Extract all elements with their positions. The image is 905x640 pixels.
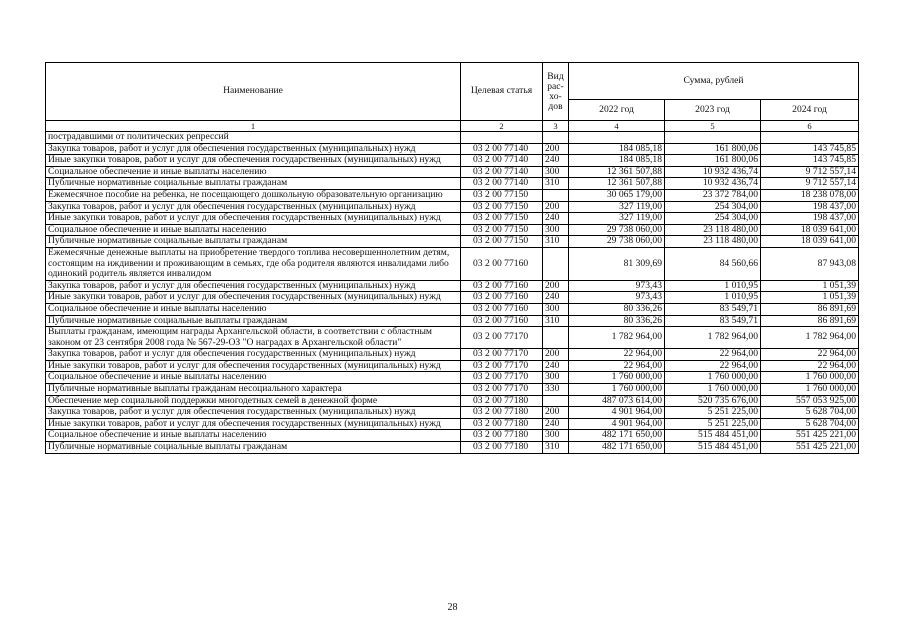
row-sum-2022-cell: 973,43 <box>569 292 665 304</box>
row-sum-2023-cell: 23 372 784,00 <box>665 189 761 201</box>
row-name-cell: Социальное обеспечение и иные выплаты населению <box>46 430 461 442</box>
row-name-cell: Иные закупки товаров, работ и услуг для обеспечения государственных (муниципальных) нужд <box>46 360 461 372</box>
row-name-cell: Ежемесячные денежные выплаты на приобретение твердого топлива несовершеннолетним детям, состоящим на иждивении и проживающим в семьях, где оба родителя являются инвалидами либо одинокий родитель является инвалидом <box>46 247 461 280</box>
row-expense-type-cell: 200 <box>543 407 569 419</box>
row-sum-2022-cell: 184 085,18 <box>569 143 665 155</box>
row-target-article-cell: 03 2 00 77150 <box>461 201 543 213</box>
table-row <box>46 236 859 248</box>
row-target-article-cell: 03 2 00 77160 <box>461 247 543 280</box>
row-sum-2022-cell: 80 336,26 <box>569 315 665 327</box>
row-sum-2024-cell: 551 425 221,00 <box>761 430 859 442</box>
header-year-2022: 2022 год <box>569 100 665 121</box>
row-sum-2023-cell: 515 484 451,00 <box>665 442 761 454</box>
row-expense-type-cell: 240 <box>543 155 569 167</box>
row-expense-type-cell: 300 <box>543 166 569 178</box>
table-row <box>46 178 859 190</box>
row-target-article-cell: 03 2 00 77180 <box>461 395 543 407</box>
row-sum-2022-cell: 482 171 650,00 <box>569 442 665 454</box>
row-sum-2022-cell: 1 760 000,00 <box>569 372 665 384</box>
row-name-cell: Закупка товаров, работ и услуг для обеспечения государственных (муниципальных) нужд <box>46 280 461 292</box>
row-sum-2022-cell <box>569 132 665 144</box>
row-sum-2022-cell: 327 119,00 <box>569 201 665 213</box>
row-sum-2024-cell: 1 760 000,00 <box>761 372 859 384</box>
row-name-cell: Ежемесячное пособие на ребенка, не посещающего дошкольную образовательную организацию <box>46 189 461 201</box>
header-year-2023: 2023 год <box>665 100 761 121</box>
table-row <box>46 407 859 419</box>
row-target-article-cell: 03 2 00 77170 <box>461 360 543 372</box>
row-name-cell: пострадавшими от политических репрессий <box>46 132 461 144</box>
table-row <box>46 155 859 167</box>
row-sum-2022-cell: 22 964,00 <box>569 349 665 361</box>
row-expense-type-cell <box>543 189 569 201</box>
row-sum-2023-cell: 1 010,95 <box>665 280 761 292</box>
row-sum-2023-cell: 23 118 480,00 <box>665 224 761 236</box>
row-expense-type-cell: 310 <box>543 315 569 327</box>
row-sum-2023-cell: 161 800,06 <box>665 155 761 167</box>
row-sum-2023-cell: 5 251 225,00 <box>665 407 761 419</box>
row-sum-2024-cell: 1 051,39 <box>761 280 859 292</box>
table-row <box>46 372 859 384</box>
row-sum-2023-cell: 1 010,95 <box>665 292 761 304</box>
row-target-article-cell: 03 2 00 77150 <box>461 236 543 248</box>
row-sum-2022-cell: 4 901 964,00 <box>569 418 665 430</box>
row-sum-2023-cell: 254 304,00 <box>665 201 761 213</box>
row-target-article-cell: 03 2 00 77150 <box>461 224 543 236</box>
row-sum-2022-cell: 12 361 507,88 <box>569 166 665 178</box>
row-expense-type-cell: 200 <box>543 280 569 292</box>
row-expense-type-cell: 310 <box>543 236 569 248</box>
row-name-cell: Закупка товаров, работ и услуг для обеспечения государственных (муниципальных) нужд <box>46 349 461 361</box>
row-expense-type-cell: 310 <box>543 178 569 190</box>
row-expense-type-cell: 240 <box>543 213 569 225</box>
table-row <box>46 247 859 280</box>
row-expense-type-cell <box>543 395 569 407</box>
row-sum-2022-cell: 30 065 179,00 <box>569 189 665 201</box>
row-sum-2022-cell: 184 085,18 <box>569 155 665 167</box>
row-sum-2024-cell: 9 712 557,14 <box>761 178 859 190</box>
row-target-article-cell: 03 2 00 77160 <box>461 280 543 292</box>
row-sum-2023-cell <box>665 132 761 144</box>
row-name-cell: Закупка товаров, работ и услуг для обеспечения государственных (муниципальных) нужд <box>46 143 461 155</box>
row-name-cell: Публичные нормативные социальные выплаты гражданам <box>46 315 461 327</box>
table-row <box>46 315 859 327</box>
table-row <box>46 395 859 407</box>
row-sum-2022-cell: 327 119,00 <box>569 213 665 225</box>
row-expense-type-cell: 300 <box>543 303 569 315</box>
table-row <box>46 418 859 430</box>
table-row <box>46 360 859 372</box>
row-expense-type-cell: 300 <box>543 430 569 442</box>
table-header <box>46 63 859 132</box>
table-row <box>46 189 859 201</box>
table-row <box>46 213 859 225</box>
row-sum-2024-cell: 5 628 704,00 <box>761 407 859 419</box>
row-sum-2023-cell: 161 800,06 <box>665 143 761 155</box>
budget-table <box>45 62 859 454</box>
row-sum-2024-cell: 198 437,00 <box>761 213 859 225</box>
table-row <box>46 442 859 454</box>
row-target-article-cell: 03 2 00 77180 <box>461 430 543 442</box>
row-sum-2024-cell: 87 943,08 <box>761 247 859 280</box>
col-number-3: 3 <box>543 121 569 132</box>
row-sum-2022-cell: 487 073 614,00 <box>569 395 665 407</box>
row-name-cell: Выплаты гражданам, имеющим награды Архангельской области, в соответствии с областным законом от 23 сентября 2008 года № 567-29-ОЗ "О наградах в Архангельской области" <box>46 327 461 349</box>
table-row <box>46 430 859 442</box>
row-sum-2024-cell: 1 760 000,00 <box>761 384 859 396</box>
row-sum-2024-cell: 557 053 925,00 <box>761 395 859 407</box>
col-number-2: 2 <box>461 121 543 132</box>
row-expense-type-cell <box>543 247 569 280</box>
row-sum-2024-cell: 18 039 641,00 <box>761 236 859 248</box>
table-row <box>46 327 859 349</box>
table-row <box>46 166 859 178</box>
row-target-article-cell: 03 2 00 77170 <box>461 372 543 384</box>
row-name-cell: Обеспечение мер социальной поддержки многодетных семей в денежной форме <box>46 395 461 407</box>
header-year-2024: 2024 год <box>761 100 859 121</box>
row-expense-type-cell: 330 <box>543 384 569 396</box>
col-number-4: 4 <box>569 121 665 132</box>
row-target-article-cell: 03 2 00 77140 <box>461 178 543 190</box>
row-sum-2023-cell: 520 735 676,00 <box>665 395 761 407</box>
table-row <box>46 201 859 213</box>
row-expense-type-cell: 200 <box>543 201 569 213</box>
row-sum-2024-cell: 18 238 078,00 <box>761 189 859 201</box>
row-sum-2024-cell: 22 964,00 <box>761 360 859 372</box>
row-target-article-cell: 03 2 00 77180 <box>461 418 543 430</box>
row-sum-2024-cell <box>761 132 859 144</box>
table-row <box>46 280 859 292</box>
row-sum-2023-cell: 10 932 436,74 <box>665 178 761 190</box>
row-name-cell: Иные закупки товаров, работ и услуг для обеспечения государственных (муниципальных) нужд <box>46 292 461 304</box>
row-sum-2023-cell: 22 964,00 <box>665 360 761 372</box>
row-sum-2023-cell: 1 782 964,00 <box>665 327 761 349</box>
row-target-article-cell: 03 2 00 77180 <box>461 442 543 454</box>
row-name-cell: Социальное обеспечение и иные выплаты населению <box>46 166 461 178</box>
row-target-article-cell: 03 2 00 77180 <box>461 407 543 419</box>
row-target-article-cell: 03 2 00 77170 <box>461 327 543 349</box>
row-sum-2022-cell: 29 738 060,00 <box>569 236 665 248</box>
row-sum-2024-cell: 1 051,39 <box>761 292 859 304</box>
row-name-cell: Публичные нормативные социальные выплаты гражданам <box>46 178 461 190</box>
row-sum-2023-cell: 5 251 225,00 <box>665 418 761 430</box>
row-target-article-cell: 03 2 00 77160 <box>461 315 543 327</box>
row-sum-2022-cell: 4 901 964,00 <box>569 407 665 419</box>
row-name-cell: Иные закупки товаров, работ и услуг для обеспечения государственных (муниципальных) нужд <box>46 155 461 167</box>
row-target-article-cell: 03 2 00 77140 <box>461 143 543 155</box>
row-sum-2023-cell: 83 549,71 <box>665 303 761 315</box>
row-sum-2024-cell: 551 425 221,00 <box>761 442 859 454</box>
row-sum-2024-cell: 5 628 704,00 <box>761 418 859 430</box>
row-expense-type-cell: 310 <box>543 442 569 454</box>
row-sum-2023-cell: 10 932 436,74 <box>665 166 761 178</box>
row-expense-type-cell <box>543 132 569 144</box>
row-sum-2023-cell: 1 760 000,00 <box>665 372 761 384</box>
row-sum-2023-cell: 83 549,71 <box>665 315 761 327</box>
table-body <box>46 132 859 454</box>
row-target-article-cell <box>461 132 543 144</box>
row-expense-type-cell: 240 <box>543 418 569 430</box>
row-name-cell: Публичные нормативные социальные выплаты гражданам <box>46 442 461 454</box>
row-name-cell: Закупка товаров, работ и услуг для обеспечения государственных (муниципальных) нужд <box>46 407 461 419</box>
header-expense-type: Вид рас-хо-дов <box>543 63 569 121</box>
header-sum: Сумма, рублей <box>569 63 859 100</box>
row-name-cell: Закупка товаров, работ и услуг для обеспечения государственных (муниципальных) нужд <box>46 201 461 213</box>
row-sum-2022-cell: 973,43 <box>569 280 665 292</box>
row-sum-2023-cell: 22 964,00 <box>665 349 761 361</box>
row-sum-2022-cell: 81 309,69 <box>569 247 665 280</box>
header-target-article: Целевая статья <box>461 63 543 121</box>
row-name-cell: Социальное обеспечение и иные выплаты населению <box>46 372 461 384</box>
page-number: 28 <box>447 602 458 613</box>
row-target-article-cell: 03 2 00 77160 <box>461 292 543 304</box>
table-row <box>46 292 859 304</box>
col-number-1: 1 <box>46 121 461 132</box>
header-name: Наименование <box>46 63 461 121</box>
table-row <box>46 143 859 155</box>
row-sum-2022-cell: 29 738 060,00 <box>569 224 665 236</box>
row-sum-2024-cell: 143 745,85 <box>761 155 859 167</box>
row-sum-2022-cell: 22 964,00 <box>569 360 665 372</box>
row-sum-2023-cell: 1 760 000,00 <box>665 384 761 396</box>
row-name-cell: Публичные нормативные выплаты гражданам несоциального характера <box>46 384 461 396</box>
row-expense-type-cell: 200 <box>543 349 569 361</box>
row-expense-type-cell: 240 <box>543 292 569 304</box>
row-target-article-cell: 03 2 00 77150 <box>461 189 543 201</box>
row-target-article-cell: 03 2 00 77140 <box>461 155 543 167</box>
row-sum-2024-cell: 1 782 964,00 <box>761 327 859 349</box>
row-expense-type-cell <box>543 327 569 349</box>
row-sum-2024-cell: 86 891,69 <box>761 303 859 315</box>
row-expense-type-cell: 240 <box>543 360 569 372</box>
table-row <box>46 349 859 361</box>
row-sum-2023-cell: 84 560,66 <box>665 247 761 280</box>
row-name-cell: Социальное обеспечение и иные выплаты населению <box>46 303 461 315</box>
row-target-article-cell: 03 2 00 77160 <box>461 303 543 315</box>
row-expense-type-cell: 300 <box>543 224 569 236</box>
row-expense-type-cell: 200 <box>543 143 569 155</box>
row-target-article-cell: 03 2 00 77150 <box>461 213 543 225</box>
table-row <box>46 384 859 396</box>
row-sum-2024-cell: 143 745,85 <box>761 143 859 155</box>
row-expense-type-cell: 300 <box>543 372 569 384</box>
row-sum-2023-cell: 254 304,00 <box>665 213 761 225</box>
row-sum-2024-cell: 18 039 641,00 <box>761 224 859 236</box>
table-row <box>46 303 859 315</box>
row-name-cell: Публичные нормативные социальные выплаты гражданам <box>46 236 461 248</box>
row-sum-2022-cell: 1 782 964,00 <box>569 327 665 349</box>
row-sum-2023-cell: 515 484 451,00 <box>665 430 761 442</box>
row-target-article-cell: 03 2 00 77170 <box>461 349 543 361</box>
row-sum-2024-cell: 86 891,69 <box>761 315 859 327</box>
table-row <box>46 132 859 144</box>
col-number-5: 5 <box>665 121 761 132</box>
row-sum-2024-cell: 198 437,00 <box>761 201 859 213</box>
row-sum-2022-cell: 80 336,26 <box>569 303 665 315</box>
row-sum-2022-cell: 482 171 650,00 <box>569 430 665 442</box>
row-name-cell: Социальное обеспечение и иные выплаты населению <box>46 224 461 236</box>
table-row <box>46 224 859 236</box>
row-sum-2022-cell: 12 361 507,88 <box>569 178 665 190</box>
col-number-6: 6 <box>761 121 859 132</box>
row-sum-2024-cell: 22 964,00 <box>761 349 859 361</box>
row-sum-2022-cell: 1 760 000,00 <box>569 384 665 396</box>
row-sum-2023-cell: 23 118 480,00 <box>665 236 761 248</box>
row-sum-2024-cell: 9 712 557,14 <box>761 166 859 178</box>
row-name-cell: Иные закупки товаров, работ и услуг для обеспечения государственных (муниципальных) нужд <box>46 213 461 225</box>
row-target-article-cell: 03 2 00 77170 <box>461 384 543 396</box>
row-name-cell: Иные закупки товаров, работ и услуг для обеспечения государственных (муниципальных) нужд <box>46 418 461 430</box>
row-target-article-cell: 03 2 00 77140 <box>461 166 543 178</box>
